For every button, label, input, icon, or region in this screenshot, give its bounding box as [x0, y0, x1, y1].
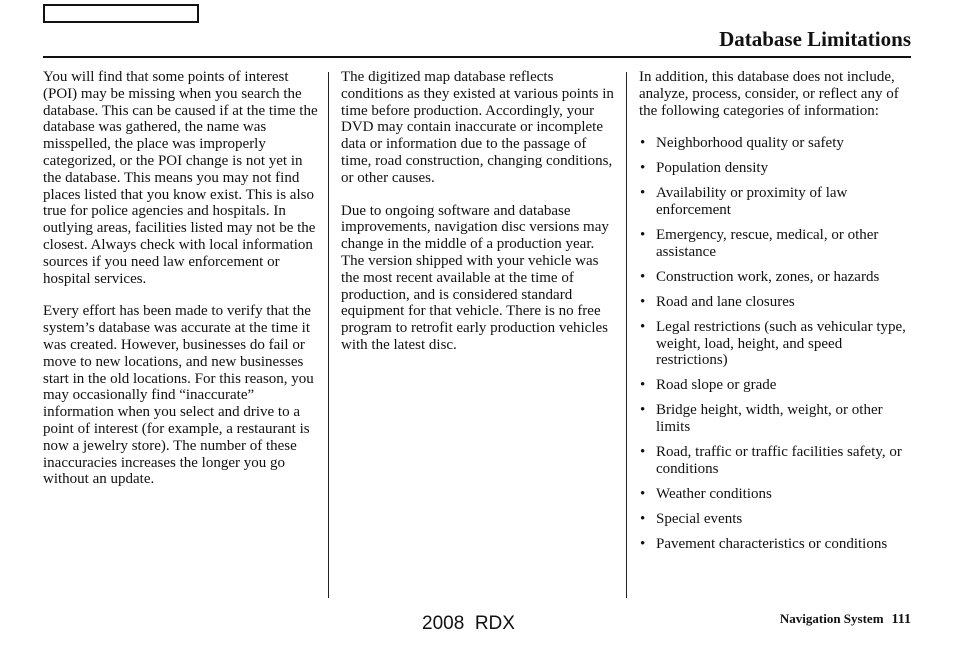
paragraph-excluded-intro: In addition, this database does not include, analyze, process, consider, or reflect any of the following categories of information: — [639, 69, 899, 119]
title-rule — [43, 56, 911, 58]
model-label: 2008 RDX — [422, 613, 515, 634]
column-divider-2 — [626, 72, 627, 598]
paragraph-poi-missing: You will find that some points of interest (POI) may be missing when you search the database. This can be caused if at the time the database was gathered, the name was misspelled, the place was improperly categorized, or the POI change is not yet in the database. This means you may not find places listed that you know exist. This is also true for police agencies and hospitals. In outlying areas, facilities listed may not be the closest. Always check with local information sources if you need law enforcement or hospital services. — [43, 69, 318, 287]
list-item: • Pavement characteristics or conditions — [639, 536, 914, 553]
list-item: • Construction work, zones, or hazards — [639, 269, 914, 286]
list-item: • Population density — [639, 160, 914, 177]
header-tab-box — [43, 4, 199, 23]
footer-section — [780, 610, 911, 629]
column-2 — [341, 69, 615, 370]
paragraph-disc-versions: Due to ongoing software and database improvements, navigation disc versions may change in the middle of a production year. The version shipped with your vehicle was the most recent available at the time of production, and is considered standard equipment for that vehicle. There is no free program to retrofit early production vehicles with the latest disc. — [341, 202, 609, 353]
excluded-categories-list — [639, 135, 914, 552]
list-item: • Neighborhood quality or safety — [639, 135, 914, 152]
paragraph-digitized-map: The digitized map database reflects conditions as they existed at various points in time before production. Accordingly, your DVD may contain inaccurate or incomplete data or information due to the passage of time, road construction, changing conditions, or other causes. — [341, 69, 614, 186]
column-1 — [43, 69, 319, 504]
list-item: • Weather conditions — [639, 486, 914, 503]
list-item: • Special events — [639, 511, 914, 528]
list-item: • Emergency, rescue, medical, or other assistance — [639, 227, 914, 261]
list-item: • Road slope or grade — [639, 377, 914, 394]
paragraph-database-accuracy: Every effort has been made to verify that the system’s database was accurate at the time it was created. However, businesses do fail or move to new locations, and new businesses start in the old locations. For this reason, you may occasionally find “inaccurate” information when you select and drive to a point of interest (for example, a restaurant is now a jewelry store). The number of these inaccuracies increases the longer you go without an update. — [43, 303, 314, 488]
list-item: • Legal restrictions (such as vehicular type, weight, load, height, and speed restrictions) — [639, 319, 914, 369]
list-item: • Road and lane closures — [639, 294, 914, 311]
page-title: Database Limitations — [719, 27, 911, 51]
page-number: 111 — [891, 612, 911, 627]
list-item: • Availability or proximity of law enforcement — [639, 185, 914, 219]
list-item: • Bridge height, width, weight, or other limits — [639, 402, 914, 436]
footer-section-name: Navigation System — [779, 611, 884, 626]
column-divider-1 — [328, 72, 329, 598]
list-item: • Road, traffic or traffic facilities safety, or conditions — [639, 444, 914, 478]
column-3 — [639, 69, 914, 561]
